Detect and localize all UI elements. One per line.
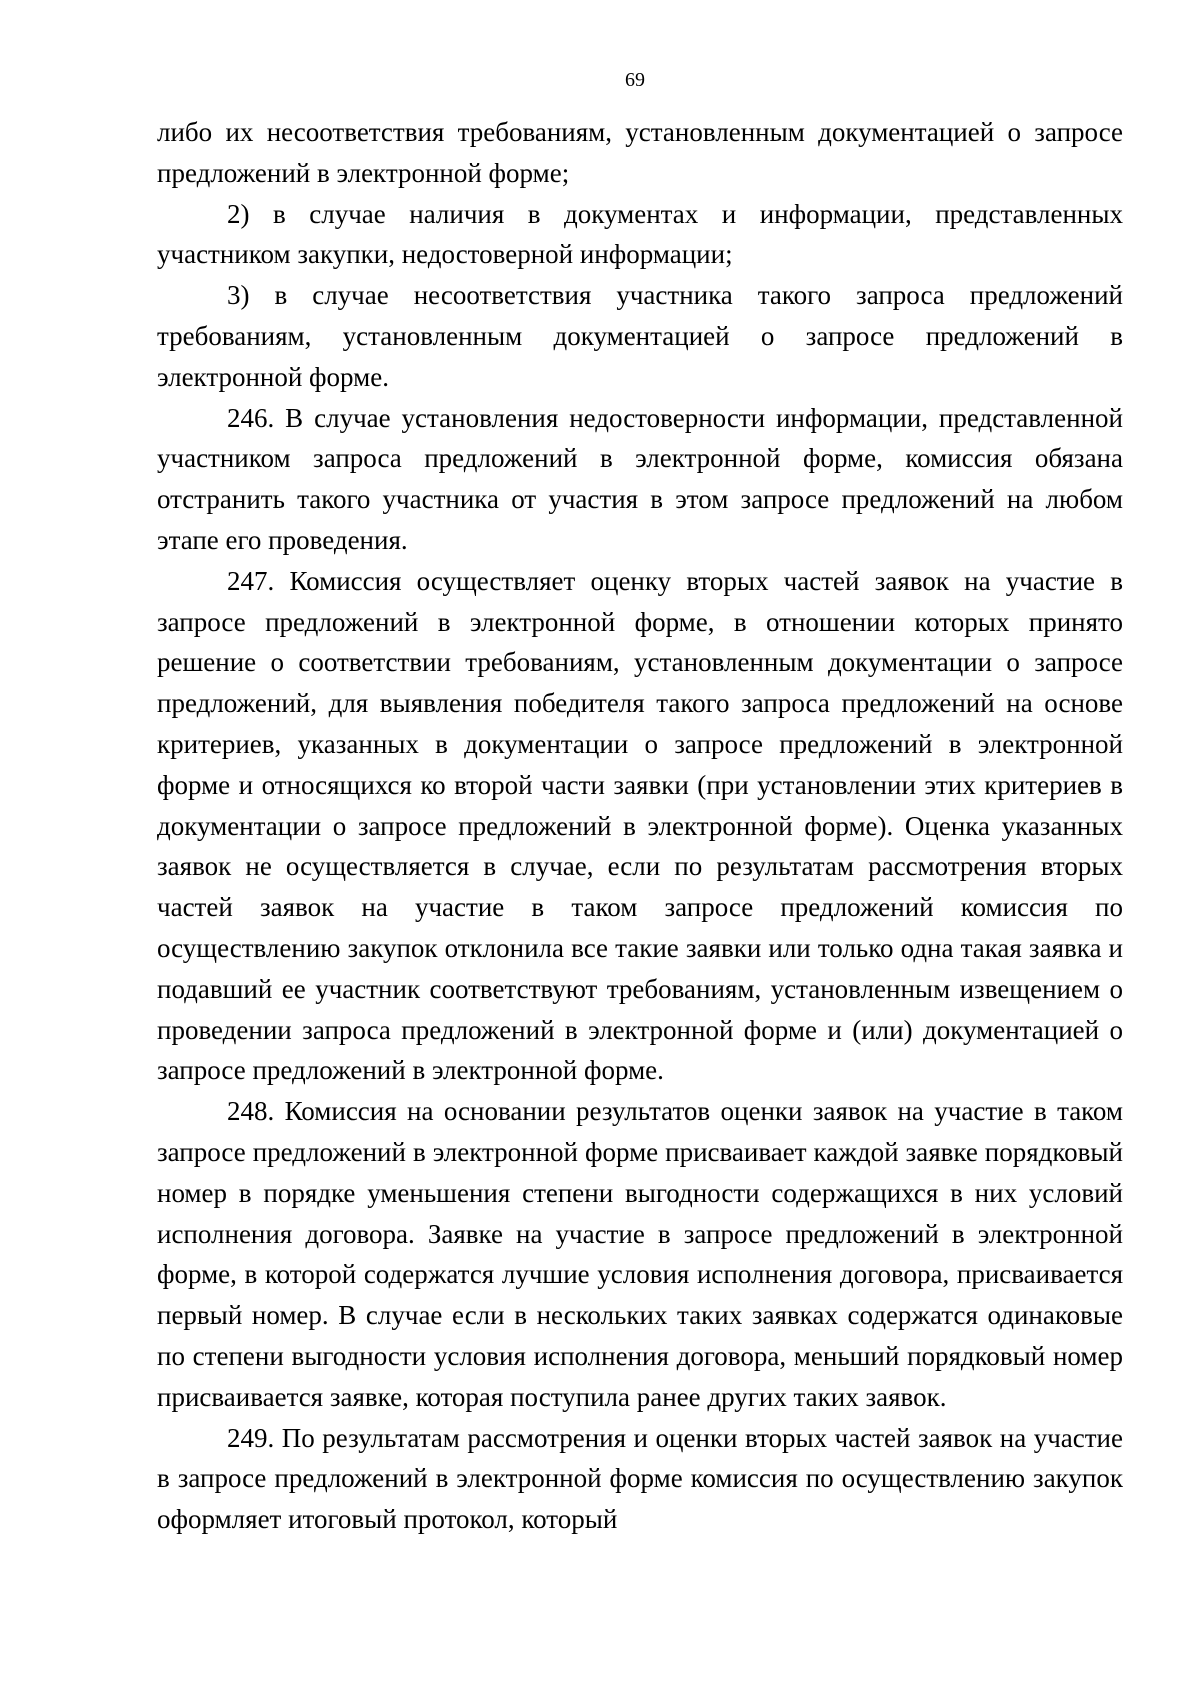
paragraph-248: 248. Комиссия на основании результатов оценки заявок на участие в таком запросе предложений в электронной форме присваивает каждой заявке порядковый номер в порядке уменьшения степени выгодности содержащихся в них условий исполнения договора. Заявке на участие в запросе предложений в электронной форме, в которой содержатся лучшие условия исполнения договора, присваивается первый номер. В случае если в нескольких таких заявках содержатся одинаковые по степени выгодности условия исполнения договора, меньший порядковый номер присваивается заявке, которая поступила ранее других таких заявок. [157, 1096, 1123, 1412]
paragraph-249: 249. По результатам рассмотрения и оценки вторых частей заявок на участие в запросе предложений в электронной форме комиссия по осуществлению закупок оформляет итоговый протокол, который [157, 1422, 1123, 1535]
paragraph-continuation: либо их несоответствия требованиям, установленным документацией о запросе предложений в электронной форме; [157, 117, 1123, 188]
paragraph-item-3: 3) в случае несоответствия участника такого запроса предложений требованиям, установленным документацией о запросе предложений в электронной форме. [157, 280, 1123, 392]
paragraph-item-2: 2) в случае наличия в документах и информации, представленных участником закупки, недостоверной информации; [157, 198, 1123, 270]
document-body [157, 112, 1123, 1540]
paragraph-246: 246. В случае установления недостоверности информации, представленной участником запроса предложений в электронной форме, комиссия обязана отстранить такого участника от участия в этом запросе предложений на любом этапе его проведения. [157, 402, 1123, 555]
page-number: 69 [625, 69, 645, 91]
paragraph-247: 247. Комиссия осуществляет оценку вторых частей заявок на участие в запросе предложений в электронной форме, в отношении которых принято решение о соответствии требованиям, установленным документации о запросе предложений, для выявления победителя такого запроса предложений на основе критериев, указанных в документации о запросе предложений в электронной форме и относящихся ко второй части заявки (при установлении этих критериев в документации о запросе предложений в электронной форме). Оценка указанных заявок не осуществляется в случае, если по результатам рассмотрения вторых частей заявок на участие в таком запросе предложений комиссия по осуществлению закупок отклонила все такие заявки или только одна такая заявка и подавший ее участник соответствуют требованиям, установленным извещением о проведении запроса предложений в электронной форме и (или) документацией о запросе предложений в электронной форме. [157, 565, 1123, 1086]
